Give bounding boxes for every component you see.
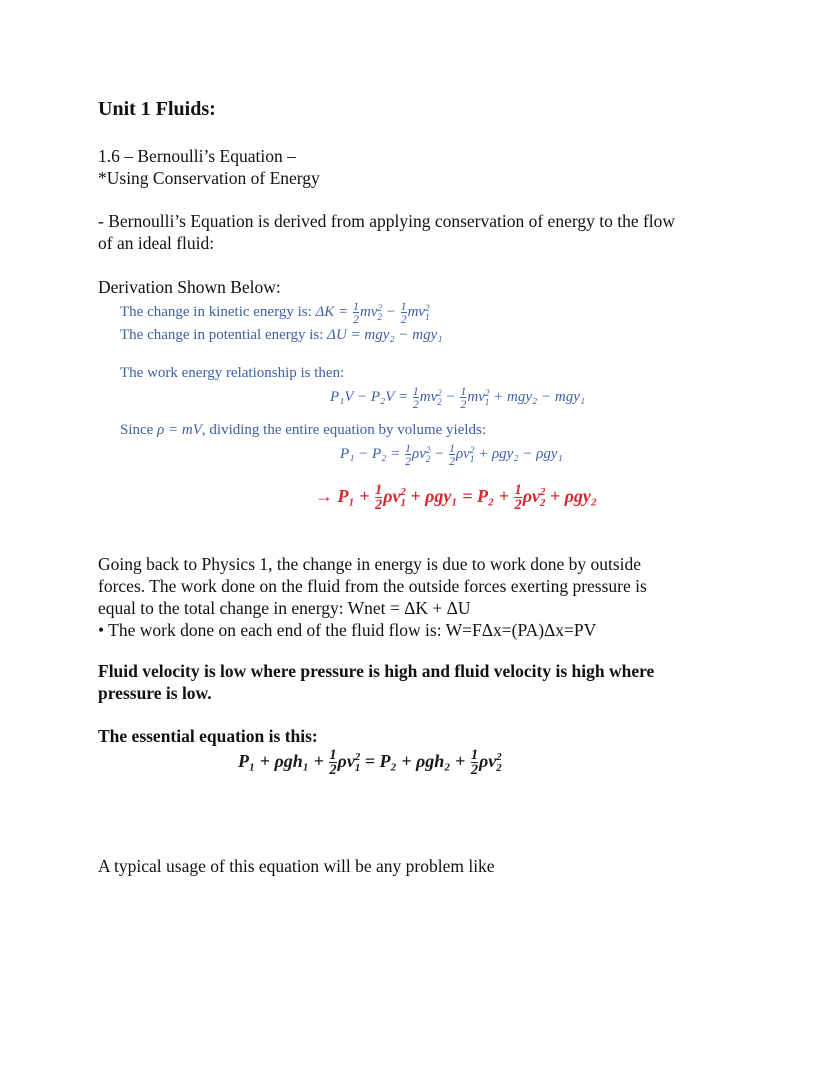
usage-text: A typical usage of this equation will be any problem like [98,856,495,876]
page-title: Unit 1 Fluids: [98,98,216,120]
physics-line-1: Going back to Physics 1, the change in energy is due to work done by outside [98,554,642,574]
work-energy-text: The work energy relationship is then: [120,365,345,381]
section-line-1: 1.6 – Bernoulli’s Equation – [98,146,296,166]
essential-heading: The essential equation is this: [98,726,318,746]
velocity-statement [98,660,654,704]
section-heading [98,145,320,189]
intro-line-2: of an ideal fluid: [98,233,215,253]
section-line-2: *Using Conservation of Energy [98,168,320,188]
physics-line-3: equal to the total change in energy: Wnet = ΔK + ΔU [98,598,471,618]
kinetic-energy-line [120,300,430,325]
ke-label: The change in kinetic energy is: [120,303,316,320]
velocity-line-2: pressure is low. [98,683,212,703]
physics-paragraph [98,553,647,641]
intro-paragraph [98,210,675,254]
potential-energy-line [120,327,442,344]
since-equation: ρ = mV [157,422,202,438]
velocity-line-1: Fluid velocity is low where pressure is high and fluid velocity is high where [98,661,655,681]
derivation-heading: Derivation Shown Below: [98,277,281,297]
physics-line-2: forces. The work done on the fluid from the outside forces exerting pressure is [98,576,647,596]
divided-equation: P₁ − P₂ = $\frac{1}{2}$ ρv 2 2 − $\frac{1}{2}$ ρv 2 1 + ρgy₂ − ρgy₁ [340,441,563,468]
since-label: Since [120,422,158,438]
work-energy-equation: P₁V − P₂V = $\frac{1}{2}$ mv 2 2 − $\frac{1}{2}$ mv 2 1 + mgy₂ − mgy₁ [330,384,586,411]
ke-equation: ΔK = $\frac{1}{2}$ mv 2 2 − $\frac{1}{2}$ mv 2 1 [315,299,430,326]
since-rest: , dividing the entire equation by volume yields: [201,422,487,438]
since-line [120,422,486,439]
essential-equation: P₁ + ρgh₁ + $\frac{1}{2}$ ρv 2 1 = P₂ + ρgh₂ + $\frac{1}{2}$ ρv 2 2 [238,747,502,779]
pe-label: The change in potential energy is: [120,327,328,343]
pe-equation: ΔU = mgy₂ − mgy₁ [327,327,443,343]
intro-line-1: - Bernoulli’s Equation is derived from applying conservation of energy to the flow [98,211,676,231]
physics-bullet: • The work done on each end of the fluid flow is: W=FΔx=(PA)Δx=PV [98,620,597,640]
bernoulli-result-equation: → P₁ + $\frac{1}{2}$ ρv 2 1 + ρgy₁ = P₂ + $\frac{1}{2}$ ρv 2 2 + ρgy₂ [315,482,598,514]
